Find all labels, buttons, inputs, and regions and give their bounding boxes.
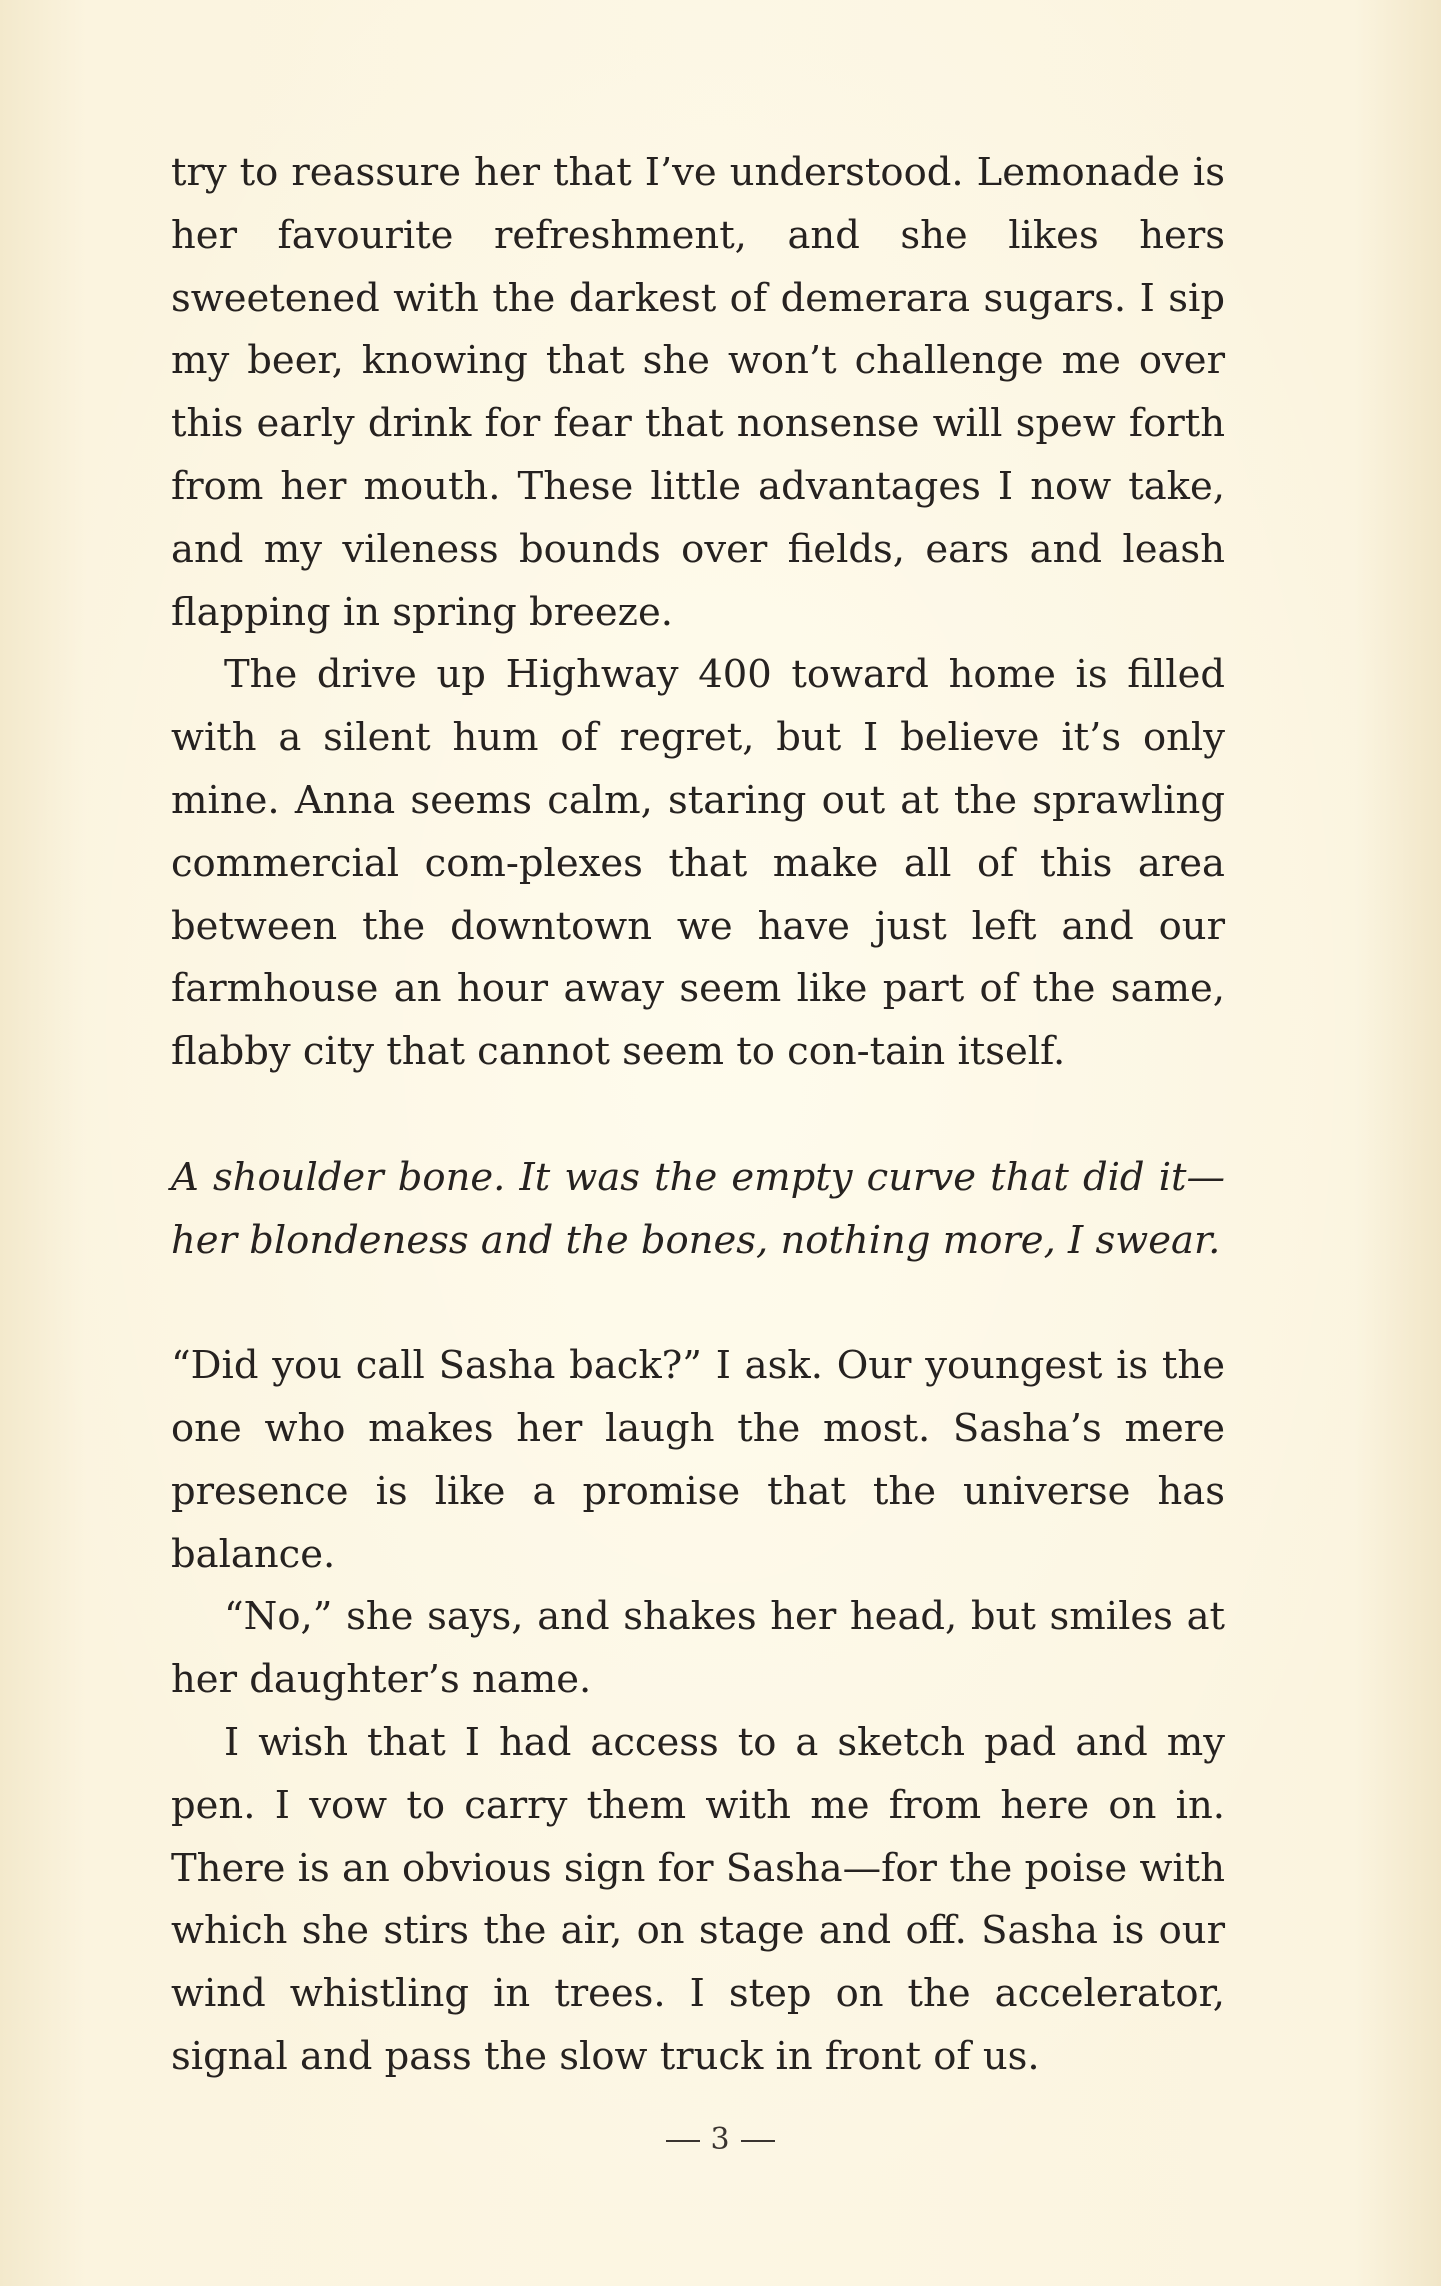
italic-passage: A shoulder bone. It was the empty curve that did it—her blondeness and the bones, nothing more, I swear. xyxy=(171,1154,1225,1263)
paragraph-1: try to reassure her that I’ve understood. Lemonade is her favourite refreshment, and she likes hers sweetened with the darkest of demerara sugars. I sip my beer, knowing that she won’t challenge me over this early drink for fear that nonsense will spew forth from her mouth. These little advantages I now take, and my vileness bounds over fields, ears and leash flapping in spring breeze. xyxy=(171,150,1225,635)
body-text xyxy=(171,142,1225,2089)
paragraph-2: The drive up Highway 400 toward home is filled with a silent hum of regret, but I believe it’s only mine. Anna seems calm, staring out at the sprawling commercial com-plexes that make all of this area between the downtown we have just left and our farmhouse an hour away seem like part of the same, flabby city that cannot seem to con-tain itself. xyxy=(171,652,1225,1075)
folio-dash-right xyxy=(741,2140,775,2142)
section-break xyxy=(171,1272,1225,1335)
page-number-text: 3 xyxy=(710,2122,731,2157)
page-number xyxy=(0,2122,1441,2157)
paragraph-3: “Did you call Sasha back?” I ask. Our youngest is the one who makes her laugh the most. Sasha’s mere presence is like a promise that the universe has balance. xyxy=(171,1343,1225,1577)
section-break xyxy=(171,1084,1225,1147)
folio-dash-left xyxy=(666,2140,700,2142)
paragraph-5: I wish that I had access to a sketch pad and my pen. I vow to carry them with me from here on in. There is an obvious sign for Sasha—for the poise with which she stirs the air, on stage and off. Sasha is our wind whistling in trees. I step on the accelerator, signal and pass the slow truck in front of us. xyxy=(171,1719,1225,2079)
paragraph-4: “No,” she says, and shakes her head, but smiles at her daughter’s name. xyxy=(171,1594,1225,1703)
